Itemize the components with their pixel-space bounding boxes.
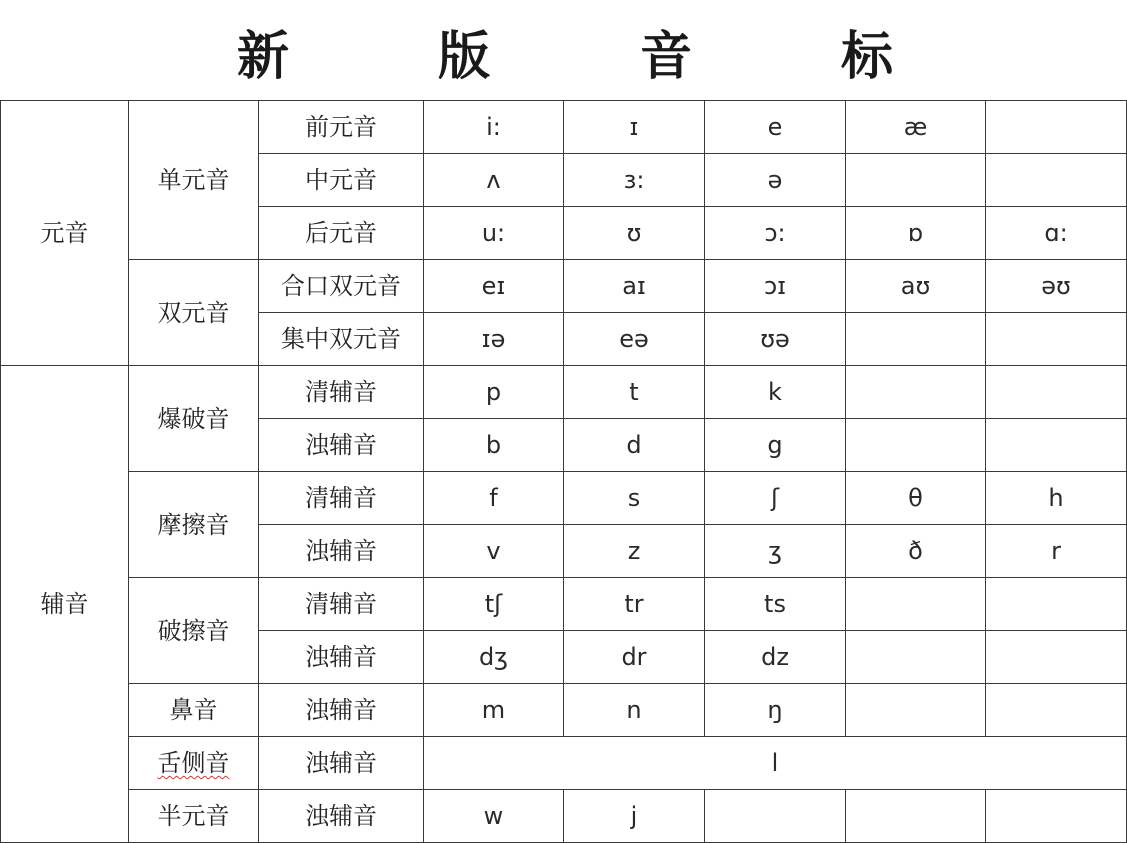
symbol-cell: ʊə: [705, 313, 846, 366]
symbol-cell: eə: [564, 313, 705, 366]
symbol-cell: [986, 790, 1127, 843]
symbol-cell: g: [705, 419, 846, 472]
row-label-front-vowels: 前元音: [259, 101, 424, 154]
symbol-cell: [986, 313, 1127, 366]
symbol-cell: m: [424, 684, 564, 737]
symbol-cell: t: [564, 366, 705, 419]
category-consonants: 辅音: [1, 366, 129, 843]
group-lateral-label: 舌侧音: [157, 749, 230, 777]
symbol-cell: i:: [424, 101, 564, 154]
page-title: [0, 22, 1127, 92]
symbol-cell: əʊ: [986, 260, 1127, 313]
symbol-cell: ɔ:: [705, 207, 846, 260]
table-row: [1, 578, 1127, 631]
symbol-cell: [986, 684, 1127, 737]
symbol-cell: e: [705, 101, 846, 154]
row-label-voiceless: 清辅音: [259, 578, 424, 631]
symbol-cell: ʃ: [705, 472, 846, 525]
symbol-cell: [846, 154, 986, 207]
symbol-cell: s: [564, 472, 705, 525]
title-char-3: 音: [639, 27, 693, 87]
row-label-voiced: 浊辅音: [259, 419, 424, 472]
group-lateral: [129, 737, 259, 790]
group-nasals: 鼻音: [129, 684, 259, 737]
row-label-voiced: 浊辅音: [259, 631, 424, 684]
row-label-voiceless: 清辅音: [259, 366, 424, 419]
symbol-cell: [986, 631, 1127, 684]
symbol-cell: [986, 154, 1127, 207]
symbol-cell: v: [424, 525, 564, 578]
symbol-cell: [986, 578, 1127, 631]
symbol-cell: tʃ: [424, 578, 564, 631]
group-semivowels: 半元音: [129, 790, 259, 843]
symbol-cell: [846, 313, 986, 366]
symbol-cell: ʌ: [424, 154, 564, 207]
row-label-back-vowels: 后元音: [259, 207, 424, 260]
symbol-cell: ɔɪ: [705, 260, 846, 313]
table-row: [1, 737, 1127, 790]
symbol-cell-merged: l: [424, 737, 1127, 790]
row-label-central-vowels: 中元音: [259, 154, 424, 207]
symbol-cell: dz: [705, 631, 846, 684]
symbol-cell: k: [705, 366, 846, 419]
symbol-cell: [986, 101, 1127, 154]
row-label-voiced: 浊辅音: [259, 684, 424, 737]
symbol-cell: ə: [705, 154, 846, 207]
symbol-cell: ŋ: [705, 684, 846, 737]
symbol-cell: h: [986, 472, 1127, 525]
row-label-voiceless: 清辅音: [259, 472, 424, 525]
symbol-cell: dr: [564, 631, 705, 684]
symbol-cell: [846, 684, 986, 737]
group-plosives: 爆破音: [129, 366, 259, 472]
symbol-cell: ɑ:: [986, 207, 1127, 260]
symbol-cell: θ: [846, 472, 986, 525]
symbol-cell: ɒ: [846, 207, 986, 260]
symbol-cell: w: [424, 790, 564, 843]
group-affricates: 破擦音: [129, 578, 259, 684]
symbol-cell: [705, 790, 846, 843]
group-diphthongs: 双元音: [129, 260, 259, 366]
symbol-cell: ð: [846, 525, 986, 578]
group-fricatives: 摩擦音: [129, 472, 259, 578]
symbol-cell: tr: [564, 578, 705, 631]
symbol-cell: ɪ: [564, 101, 705, 154]
symbol-cell: [846, 578, 986, 631]
symbol-cell: eɪ: [424, 260, 564, 313]
title-char-4: 标: [840, 27, 894, 87]
symbol-cell: ʊ: [564, 207, 705, 260]
symbol-cell: ɜ:: [564, 154, 705, 207]
title-char-2: 版: [437, 27, 491, 87]
symbol-cell: ts: [705, 578, 846, 631]
symbol-cell: z: [564, 525, 705, 578]
symbol-cell: [846, 631, 986, 684]
symbol-cell: [846, 419, 986, 472]
row-label-centering-diphthongs: 集中双元音: [259, 313, 424, 366]
symbol-cell: [986, 366, 1127, 419]
symbol-cell: n: [564, 684, 705, 737]
table-row: [1, 684, 1127, 737]
title-char-1: 新: [236, 27, 290, 87]
table-row: [1, 472, 1127, 525]
row-label-voiced: 浊辅音: [259, 790, 424, 843]
symbol-cell: d: [564, 419, 705, 472]
symbol-cell: f: [424, 472, 564, 525]
category-vowels: 元音: [1, 101, 129, 366]
symbol-cell: [846, 366, 986, 419]
symbol-cell: r: [986, 525, 1127, 578]
symbol-cell: j: [564, 790, 705, 843]
symbol-cell: u:: [424, 207, 564, 260]
table-row: [1, 790, 1127, 843]
symbol-cell: b: [424, 419, 564, 472]
table-row: [1, 260, 1127, 313]
group-monophthongs: 单元音: [129, 101, 259, 260]
row-label-voiced: 浊辅音: [259, 525, 424, 578]
table-row: [1, 366, 1127, 419]
row-label-voiced: 浊辅音: [259, 737, 424, 790]
symbol-cell: ʒ: [705, 525, 846, 578]
row-label-closing-diphthongs: 合口双元音: [259, 260, 424, 313]
symbol-cell: æ: [846, 101, 986, 154]
table-row: [1, 101, 1127, 154]
phonetic-symbol-table: [0, 100, 1127, 843]
symbol-cell: [846, 790, 986, 843]
symbol-cell: aʊ: [846, 260, 986, 313]
symbol-cell: [986, 419, 1127, 472]
symbol-cell: aɪ: [564, 260, 705, 313]
symbol-cell: ɪə: [424, 313, 564, 366]
symbol-cell: dʒ: [424, 631, 564, 684]
symbol-cell: p: [424, 366, 564, 419]
